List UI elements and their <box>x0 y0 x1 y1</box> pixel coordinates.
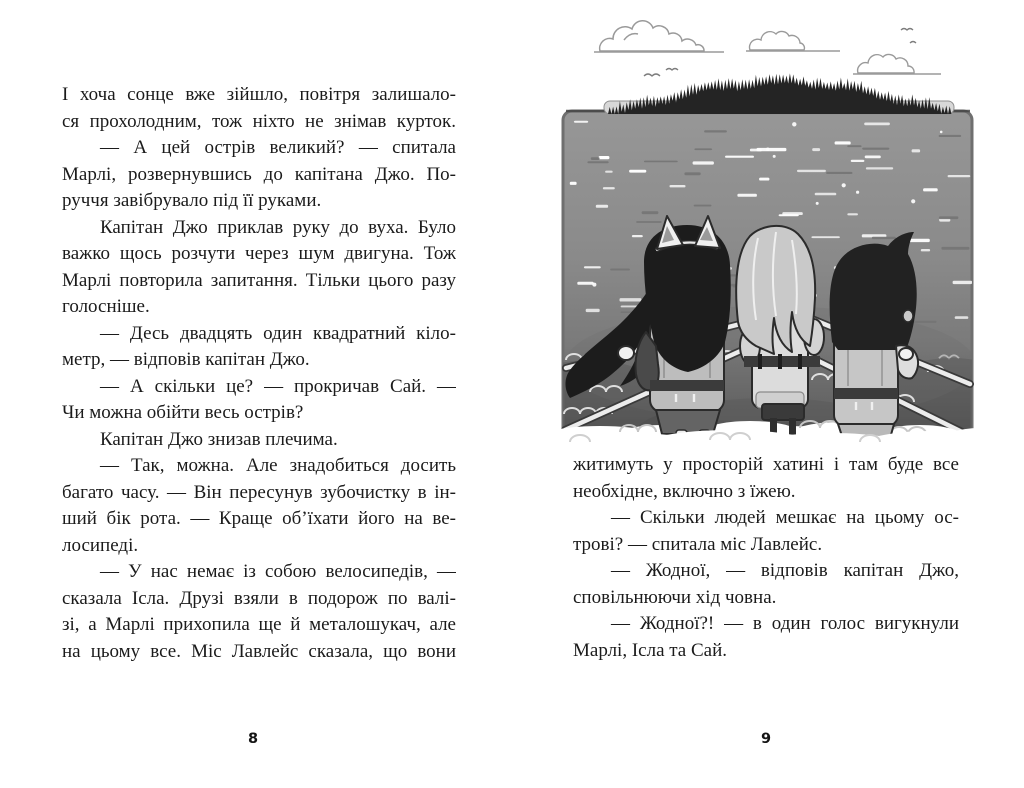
cloud-icon <box>594 21 724 52</box>
text-line: — А цей острів великий? — спитала <box>100 137 456 158</box>
text-line: ся прохолодним, тож ніхто не знімав курток. <box>62 110 456 132</box>
text-line: Марлі, Ісла та Сай. <box>573 639 728 661</box>
text-line: необхідне, включно з їжею. <box>573 480 796 502</box>
text-line: Чи можна обійти весь острів? <box>62 402 304 423</box>
right-hand <box>899 348 913 360</box>
girl-vest-belt <box>650 380 724 391</box>
right-belt <box>834 388 898 399</box>
page-number-right: 9 <box>760 731 772 747</box>
text-line: — Скільки людей мешкає на цьому ос- <box>611 507 959 528</box>
text-line: ший бік рота. — Краще об’їхати його на ве- <box>62 508 456 529</box>
text-line: — Десь двадцять один квадратний кіло- <box>100 322 456 344</box>
text-line: — Жодної, — відповів капітан Джо, <box>611 560 959 581</box>
text-line: — Так, можна. Але знадобиться досить <box>100 455 456 476</box>
text-line: зі, а Марлі прихопила ще й металошукач, але <box>62 614 456 635</box>
text-line: — А скільки це? — прокричав Сай. — <box>100 375 456 397</box>
text-line: сказала Ісла. Друзі взяли в подорож по валі- <box>62 587 456 609</box>
text-line: Капітан Джо приклав руку до вуха. Було <box>100 216 456 238</box>
text-line: на цьому все. Міс Лавлейс сказала, що вони <box>62 640 456 662</box>
cloud-icon <box>746 32 840 51</box>
text-line: голосніше. <box>62 296 150 317</box>
text-line: трові? — спитала міс Лавлейс. <box>573 533 823 555</box>
illustration-svg <box>560 2 984 452</box>
text-line: Капітан Джо знизав плечима. <box>100 428 338 450</box>
text-line: сповільнюючи хід човна. <box>573 586 777 608</box>
girl-skirt <box>656 410 720 434</box>
text-line: руччя завібрувало під її руками. <box>62 190 322 211</box>
text-line: — Жодної?! — в один голос вигукнули <box>611 613 959 634</box>
sky <box>594 21 941 76</box>
text-line: метр, — відповів капітан Джо. <box>62 349 310 370</box>
text-line: житимуть у просторій хатині і там буде все <box>573 454 959 475</box>
text-line: — У нас немає із собою велосипедів, — <box>100 561 456 582</box>
girl-hand <box>618 346 634 360</box>
text-line: І хоча сонце вже зійшло, повітря залишало- <box>62 84 456 105</box>
page-left <box>62 82 456 665</box>
text-line: багато часу. — Він пересунув зубочистку в ін- <box>62 481 456 503</box>
middle-shorts <box>762 404 804 420</box>
text-line: лосипеді. <box>62 534 139 556</box>
cloud-icon <box>853 55 941 74</box>
text-line: Марлі, розвернувшись до капітана Джо. По- <box>62 163 456 185</box>
page-number-left: 8 <box>247 731 259 747</box>
right-ear <box>903 310 913 322</box>
text-line: важко щось розчути через шум двигуна. Тож <box>62 243 456 264</box>
page-right <box>573 452 959 664</box>
text-line: Марлі повторила запитання. Тільки цього разу <box>62 269 456 291</box>
island-silhouette <box>608 73 951 114</box>
